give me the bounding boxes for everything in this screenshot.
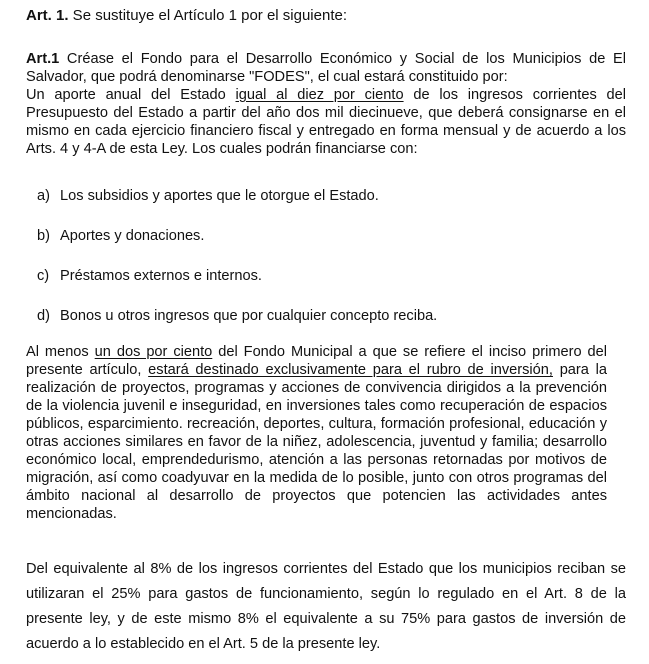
paragraph-investment (26, 343, 607, 523)
art1-body-underlined: igual al diez por ciento (235, 87, 404, 103)
list-text: Préstamos externos e internos. (60, 268, 262, 284)
list-text: Los subsidios y aportes que le otorgue el Estado. (60, 188, 379, 204)
list-item-d (37, 307, 437, 325)
paragraph-allocation (26, 557, 626, 657)
list-marker: c) (37, 268, 50, 284)
art1-body-post: de los ingresos corrientes del Presupuesto del Estado a partir del año dos mil diecinueve, que deberá consignarse en el mismo en cada ejercicio financiero fiscal y entregado en forma mensual y de acuerdo a los Arts. 4 y 4-A de esta Ley. Los cuales podrán financiarse con: (26, 87, 627, 157)
list-text: Bonos u otros ingresos que por cualquier concepto reciba. (60, 308, 438, 324)
list-marker: a) (37, 188, 50, 204)
para2-mid: del Fondo Municipal a que se refiere el inciso primero del presente artículo, (26, 344, 607, 378)
art1-intro: Créase el Fondo para el Desarrollo Económico y Social de los Municipios de El Salvador, que podrá denominarse "FODES", el cual estará constituido por: (26, 51, 626, 85)
list-item-c (37, 267, 262, 285)
article-1-text (26, 50, 626, 158)
para2-post: para la realización de proyectos, programas y acciones de convivencia dirigidos a la prevención de la violencia juvenil e inseguridad, en inversiones tales como recuperación de espacios públicos, esparcimiento. recreación, deportes, cultura, formación profesional, educación y otras acciones similares en favor de la niñez, adolescencia, juventud y familia; desarrollo económico local, emprendedurismo, atención a las personas retornadas por motivos de migración, así como coadyuvar en la medida de lo posible, junto con otros programas del ámbito nacional al desarrollo de proyectos que potencien las actividades antes mencionadas. (26, 362, 607, 522)
art1-label: Art.1 (26, 51, 60, 67)
article-label: Art. 1. (26, 7, 69, 24)
para3-text: Del equivalente al 8% de los ingresos corrientes del Estado que los municipios reciban se utilizaran el 25% para gastos de funcionamiento, según lo regulado en el Art. 8 de la presente ley, y de este mismo 8% el equivalente a su 75% para gastos de inversión de acuerdo a lo establecido en el Art. 5 de la presente ley. (26, 561, 626, 652)
list-item-a (37, 187, 379, 205)
article-heading-text: Se sustituye el Artículo 1 por el siguiente: (68, 7, 348, 24)
article-heading (26, 6, 626, 26)
list-marker: d) (37, 308, 50, 324)
list-marker: b) (37, 228, 50, 244)
list-item-b (37, 227, 204, 245)
para2-underlined-1: un dos por ciento (94, 344, 213, 360)
para2-underlined-2: estará destinado exclusivamente para el rubro de inversión, (148, 362, 553, 378)
para2-pre: Al menos (26, 344, 95, 360)
list-text: Aportes y donaciones. (60, 228, 205, 244)
art1-body-pre: Un aporte anual del Estado (26, 87, 236, 103)
